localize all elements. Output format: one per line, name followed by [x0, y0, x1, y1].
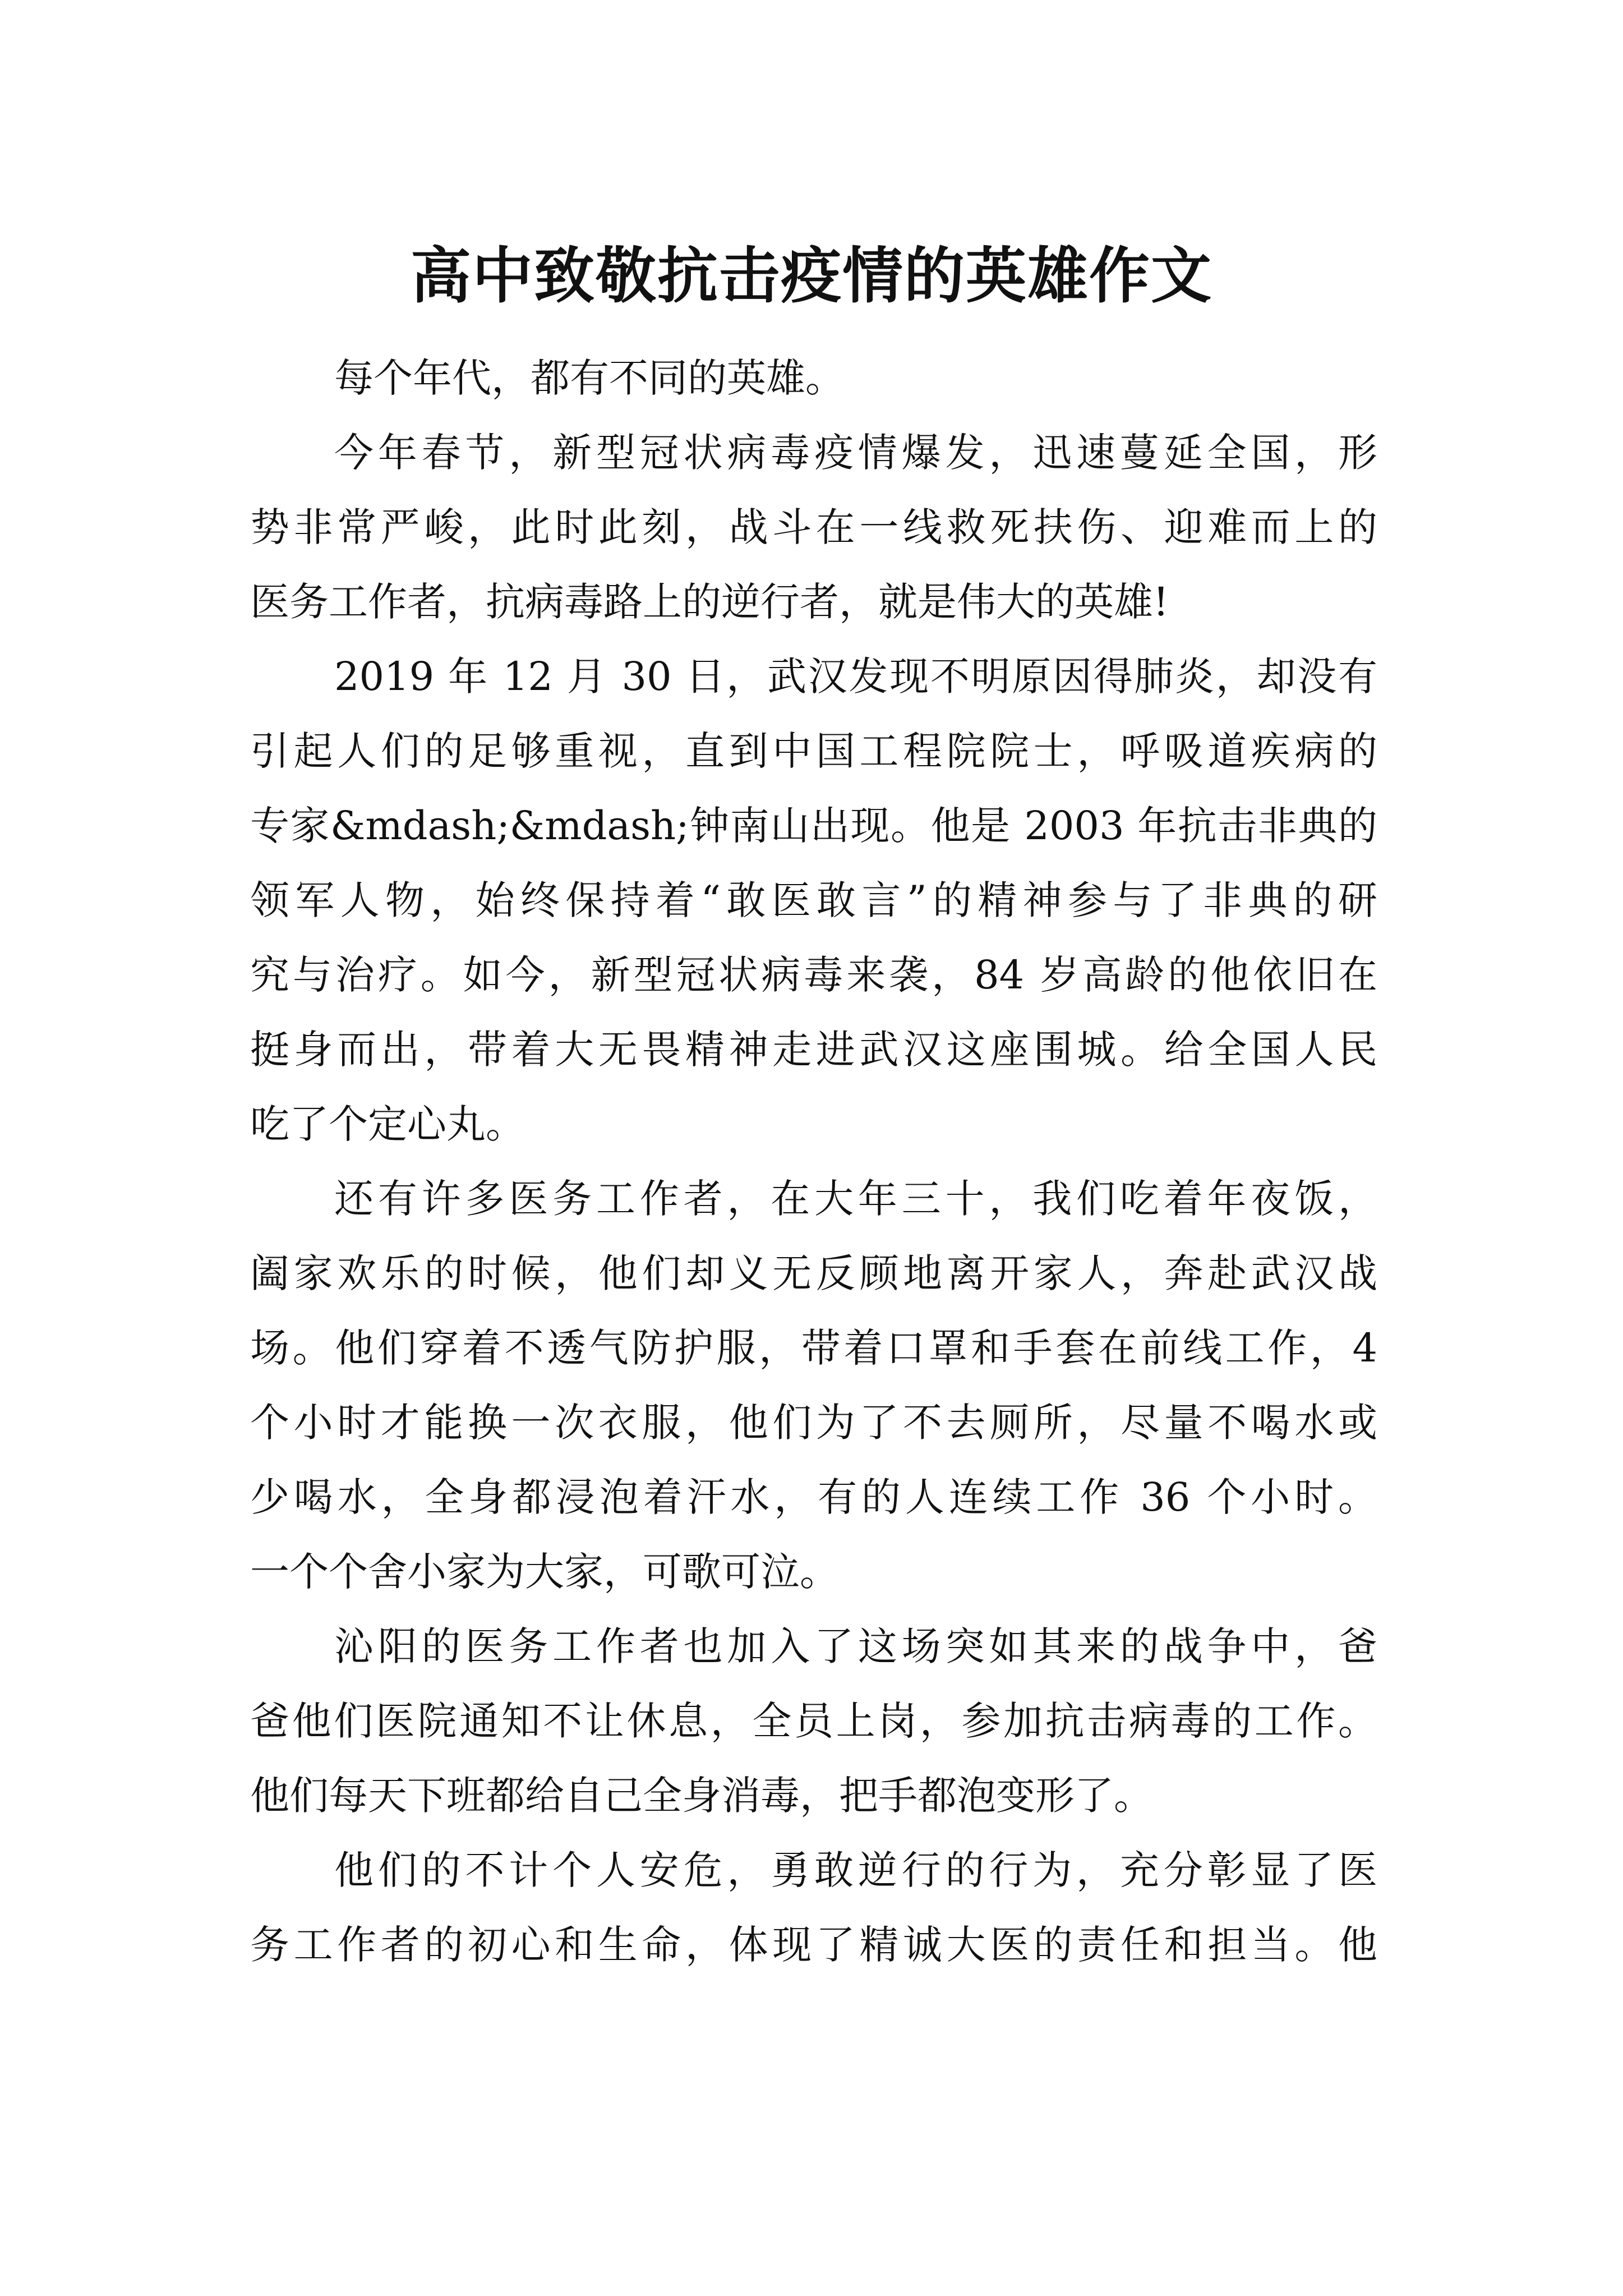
- text-line: 究与治疗。如今，新型冠状病毒来袭，84 岁高龄的他依旧在: [250, 952, 1377, 998]
- text-line: 今年春节，新型冠状病毒疫情爆发，迅速蔓延全国，形: [334, 430, 1377, 476]
- text-line: 引起人们的足够重视，直到中国工程院院士，呼吸道疾病的: [250, 728, 1377, 774]
- text-line: 2019 年 12 月 30 日，武汉发现不明原因得肺炎，却没有: [334, 654, 1377, 700]
- text-line: 每个年代，都有不同的英雄。: [334, 355, 845, 401]
- text-line: 务工作者的初心和生命，体现了精诚大医的责任和担当。他: [250, 1922, 1377, 1968]
- text-line: 阖家欢乐的时候，他们却义无反顾地离开家人，奔赴武汉战: [250, 1250, 1377, 1296]
- text-line: 沁阳的医务工作者也加入了这场突如其来的战争中，爸: [334, 1623, 1377, 1669]
- text-line: 领军人物，始终保持着“敢医敢言”的精神参与了非典的研: [250, 877, 1377, 923]
- paragraph: [250, 1162, 1377, 1609]
- paragraph: [250, 416, 1377, 639]
- paragraph: [250, 1609, 1377, 1833]
- text-line: 吃了个定心丸。: [250, 1101, 525, 1147]
- text-line: 他们每天下班都给自己全身消毒，把手都泡变形了。: [250, 1773, 1153, 1819]
- document-body: [250, 341, 1377, 1982]
- text-line: 他们的不计个人安危，勇敢逆行的行为，充分彰显了医: [334, 1847, 1377, 1893]
- text-line: 爸他们医院通知不让休息，全员上岗，参加抗击病毒的工作。: [250, 1698, 1377, 1744]
- text-line: 还有许多医务工作者，在大年三十，我们吃着年夜饭，: [334, 1176, 1377, 1222]
- paragraph: [250, 1833, 1377, 1982]
- text-line: 势非常严峻，此时此刻，战斗在一线救死扶伤、迎难而上的: [250, 504, 1377, 550]
- text-line: 一个个舍小家为大家，可歌可泣。: [250, 1549, 839, 1595]
- text-line: 医务工作者，抗病毒路上的逆行者，就是伟大的英雄!: [250, 579, 1169, 625]
- text-line: 挺身而出，带着大无畏精神走进武汉这座围城。给全国人民: [250, 1027, 1377, 1073]
- paragraph: [250, 639, 1377, 1162]
- document-title: 高中致敬抗击疫情的英雄作文: [410, 241, 1212, 312]
- text-line: 专家&mdash;&mdash;钟南山出现。他是 2003 年抗击非典的: [250, 803, 1377, 849]
- text-line: 个小时才能换一次衣服，他们为了不去厕所，尽量不喝水或: [250, 1400, 1377, 1446]
- paragraph: [250, 341, 1377, 416]
- text-line: 少喝水，全身都浸泡着汗水，有的人连续工作 36 个小时。: [250, 1474, 1377, 1520]
- text-line: 场。他们穿着不透气防护服，带着口罩和手套在前线工作，4: [250, 1325, 1377, 1371]
